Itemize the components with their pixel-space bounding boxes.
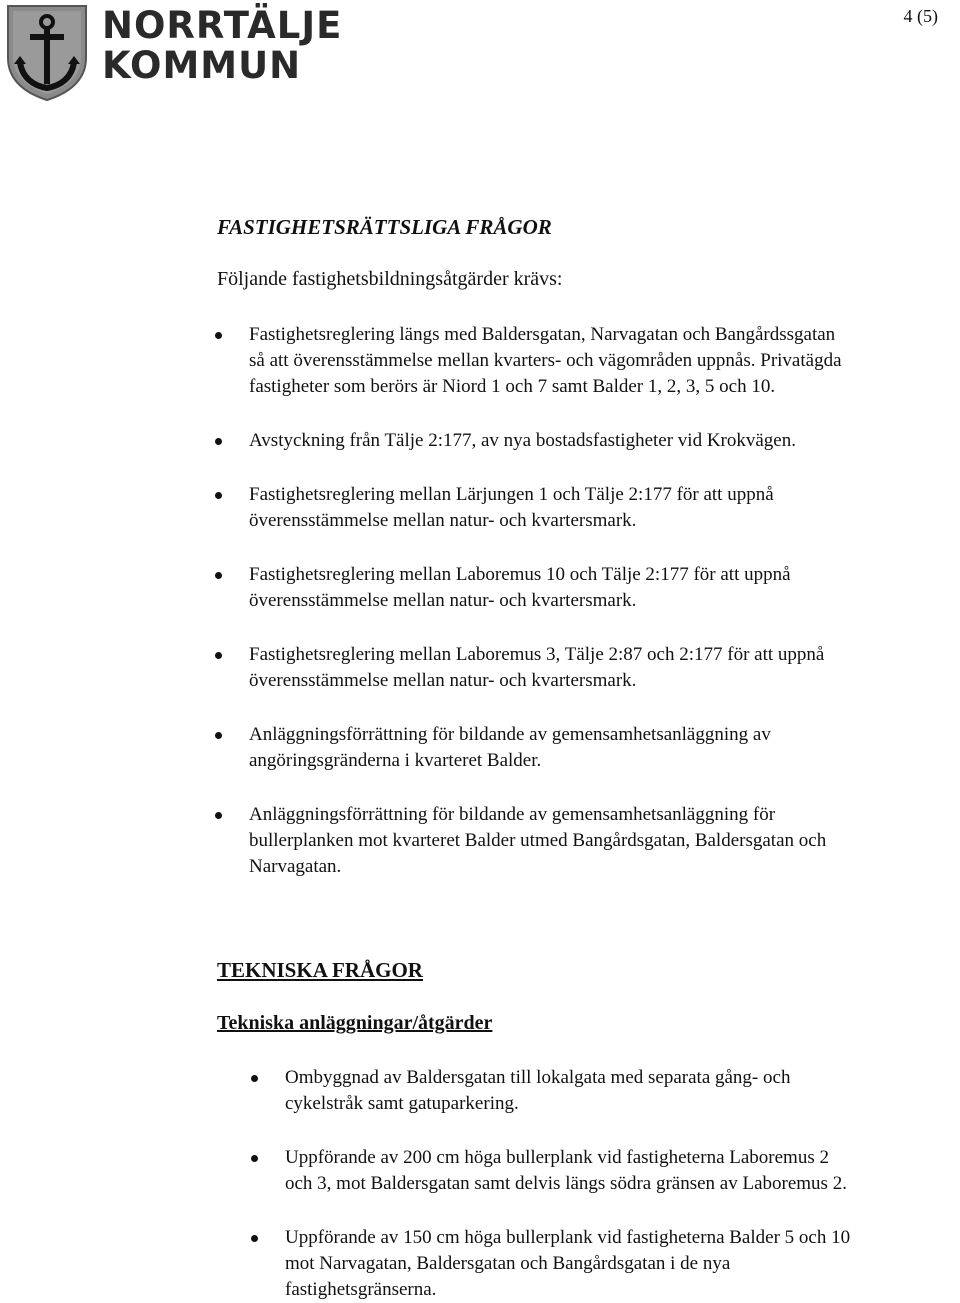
list-item-line: angöringsgränderna i kvarteret Balder. [249,750,542,771]
bullet-icon [215,652,222,659]
list-item-line: fastighetsgränserna. [285,1279,437,1300]
bullet-icon [215,492,222,499]
list-item-line: Anläggningsförrättning för bildande av gemensamhetsanläggning för [249,804,776,825]
list-item [249,642,842,694]
property-measures-list [249,322,842,880]
list-item [285,1065,850,1117]
list-item [249,802,842,880]
list-item-line: Uppförande av 150 cm höga bullerplank vid fastigheterna Balder 5 och 10 [285,1227,851,1248]
list-item [249,722,842,774]
bullet-icon [251,1235,258,1242]
bullet-icon [215,438,222,445]
bullet-icon [215,332,222,339]
bullet-icon [251,1075,258,1082]
list-item-line: och 3, mot Baldersgatan samt delvis längs södra gränsen av Laboremus 2. [285,1173,847,1194]
page-number: 4 (5) [903,6,938,26]
bullet-icon [215,812,222,819]
list-item-line: Narvagatan. [249,856,342,877]
anchor-shield-icon [4,2,90,102]
list-item-line: Fastighetsreglering mellan Lärjungen 1 och Tälje 2:177 för att uppnå [249,484,774,505]
list-item-line: bullerplanken mot kvarteret Balder utmed Bangårdsgatan, Baldersgatan och [249,830,827,851]
list-item-line: cykelstråk samt gatuparkering. [285,1093,519,1114]
logo-line-1: NORRTÄLJE [102,4,343,47]
list-item-line: överensstämmelse mellan natur- och kvartersmark. [249,590,637,611]
list-item-line: Fastighetsreglering mellan Laboremus 3, Tälje 2:87 och 2:177 för att uppnå [249,644,825,665]
bullet-icon [215,572,222,579]
municipality-logo [4,2,343,102]
logo-wordmark [102,6,342,86]
list-item-line: Fastighetsreglering längs med Baldersgatan, Narvagatan och Bangårdssgatan [249,324,836,345]
list-item [249,482,842,534]
list-item-line: mot Narvagatan, Baldersgatan och Bangårdsgatan i de nya [285,1253,731,1274]
section-heading-technical: TEKNISKA FRÅGOR [217,958,423,982]
list-item-line: fastigheter som berörs är Niord 1 och 7 samt Balder 1, 2, 3, 5 och 10. [249,376,776,397]
list-item [249,428,842,454]
bullet-icon [251,1155,258,1162]
list-item [285,1145,850,1197]
list-item-line: Avstyckning från Tälje 2:177, av nya bostadsfastigheter vid Krokvägen. [249,430,796,451]
list-item-line: överensstämmelse mellan natur- och kvartersmark. [249,670,637,691]
list-item-line: Anläggningsförrättning för bildande av gemensamhetsanläggning av [249,724,771,745]
list-item-line: Ombyggnad av Baldersgatan till lokalgata med separata gång- och [285,1067,791,1088]
subheading-technical-facilities: Tekniska anläggningar/åtgärder [217,1012,493,1034]
list-item-line: överensstämmelse mellan natur- och kvartersmark. [249,510,637,531]
logo-line-2: KOMMUN [102,44,302,87]
bullet-icon [215,732,222,739]
list-item [249,322,842,400]
list-item-line: så att överensstämmelse mellan kvarters- och vägområden uppnås. Privatägda [249,350,842,371]
section-heading-property: FASTIGHETSRÄTTSLIGA FRÅGOR [217,215,552,239]
list-item [249,562,842,614]
technical-measures-list [285,1065,850,1303]
list-item-line: Fastighetsreglering mellan Laboremus 10 och Tälje 2:177 för att uppnå [249,564,791,585]
list-item-line: Uppförande av 200 cm höga bullerplank vid fastigheterna Laboremus 2 [285,1147,829,1168]
list-item [285,1225,850,1303]
intro-text: Följande fastighetsbildningsåtgärder krävs: [217,268,563,290]
